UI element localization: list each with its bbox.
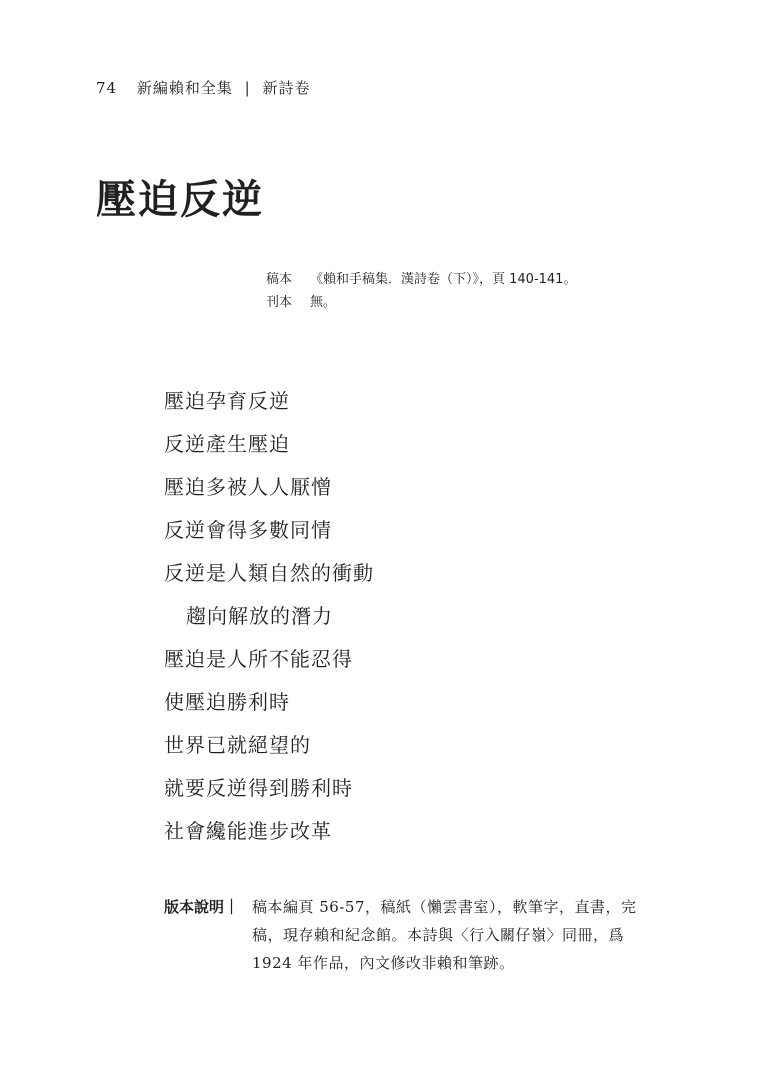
book-title: 新編賴和全集 bbox=[136, 79, 233, 97]
poem-line: 社會纔能進步改革 bbox=[164, 819, 332, 843]
poem-line: 世界已就絕望的 bbox=[164, 733, 311, 757]
volume-title: 新詩卷 bbox=[262, 79, 311, 97]
print-value: 無。 bbox=[310, 295, 337, 310]
print-row bbox=[266, 291, 576, 314]
poem-line: 使壓迫勝利時 bbox=[164, 690, 290, 714]
poem-line: 反逆會得多數同情 bbox=[164, 518, 332, 542]
poem-title: 壓迫反逆 bbox=[96, 176, 264, 223]
manuscript-row bbox=[266, 268, 576, 291]
poem-line: 就要反逆得到勝利時 bbox=[164, 776, 353, 800]
poem-line: 反逆是人類自然的衝動 bbox=[164, 561, 374, 585]
manuscript-label: 稿本 bbox=[266, 272, 293, 287]
edition-note-text: 稿本編頁 56-57，稿紙（懶雲書室），軟筆字，直書，完稿，現存賴和紀念館。本詩與〈行入關仔嶺〉同冊，爲 1924 年作品，內文修改非賴和筆跡。 bbox=[252, 898, 637, 972]
edition-note-label: 版本說明｜ bbox=[164, 898, 240, 916]
header-separator: | bbox=[244, 79, 251, 97]
poem-line: 壓迫多被人人厭憎 bbox=[164, 475, 332, 499]
poem-line: 壓迫孕育反逆 bbox=[164, 389, 290, 413]
page-number: 74 bbox=[96, 79, 118, 97]
edition-note bbox=[164, 893, 654, 977]
manuscript-value: 《賴和手稿集．漢詩卷（下）》，頁 140-141。 bbox=[310, 272, 577, 287]
poem-line: 反逆產生壓迫 bbox=[164, 432, 290, 456]
poem-line: 壓迫是人所不能忍得 bbox=[164, 647, 353, 671]
poem-body bbox=[164, 385, 374, 858]
source-info bbox=[266, 268, 576, 314]
running-header bbox=[96, 77, 311, 98]
print-label: 刊本 bbox=[266, 295, 293, 310]
poem-line-indented: 趨向解放的潛力 bbox=[186, 604, 333, 628]
